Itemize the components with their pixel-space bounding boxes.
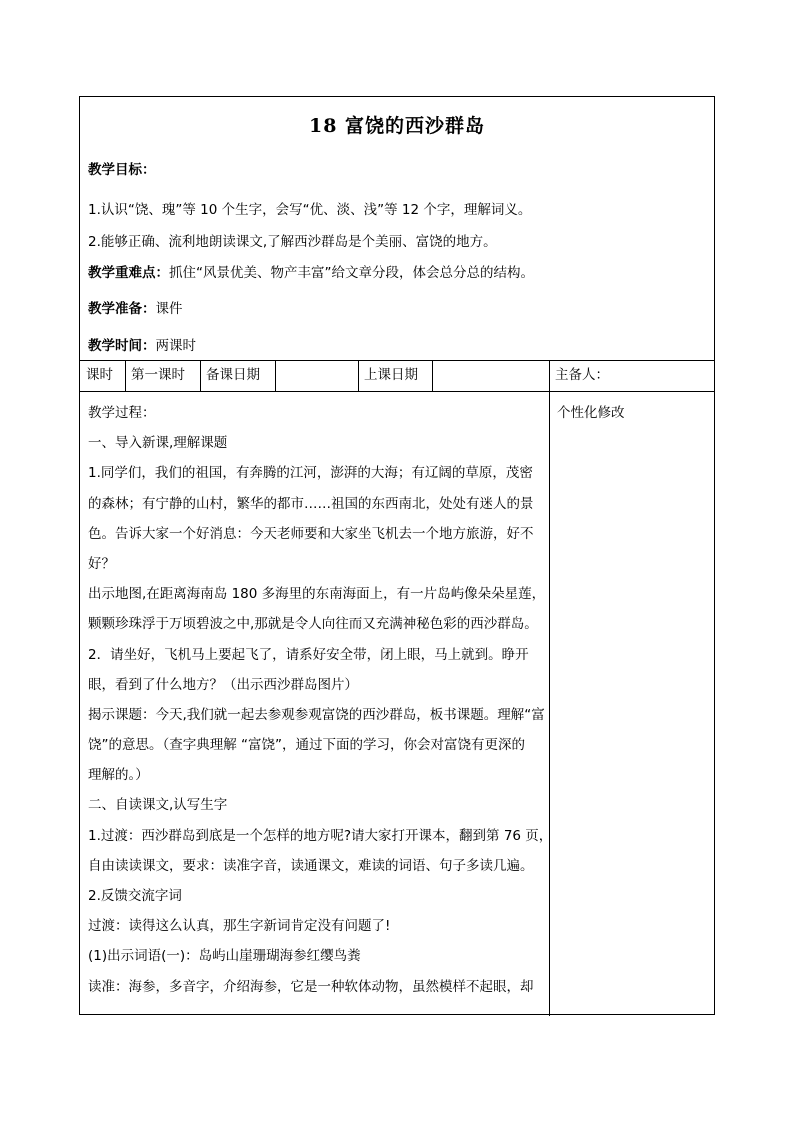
process-line: 好？	[88, 555, 115, 572]
teaching-time-label: 教学时间：	[88, 338, 156, 354]
lesson-plan-table	[79, 96, 715, 1015]
personal-revision-label: 个性化修改	[557, 405, 625, 421]
process-line: 2．请坐好，飞机马上要起飞了，请系好安全带，闭上眼，马上就到。睁开	[88, 646, 529, 663]
lesson-value: 第一课时	[131, 367, 185, 383]
class-date-value	[432, 360, 438, 391]
process-line: 的森林；有宁静的山村，繁华的都市……祖国的东西南北，处处有迷人的景	[88, 495, 534, 512]
page-title: 18 富饶的西沙群岛	[308, 115, 486, 137]
process-line: 色。告诉大家一个好消息：今天老师要和大家坐飞机去一个地方旅游，好不	[88, 525, 534, 542]
teaching-process	[88, 398, 553, 1002]
teaching-time-line	[88, 334, 196, 354]
info-row-divider	[80, 391, 714, 392]
process-line: 一、导入新课,理解课题	[88, 435, 228, 452]
process-line: 2.反馈交流字词	[88, 888, 182, 904]
goal-item-1: 1.认识“饶、瑰”等 10 个生字，会写“优、淡、浅”等 12 个字，理解词义。	[88, 202, 532, 218]
class-date-label: 上课日期	[364, 367, 418, 383]
process-line: 教学过程：	[88, 405, 156, 421]
preparation-text: 课件	[155, 301, 183, 317]
process-line: (1)出示词语(一)：岛屿山崖珊瑚海参红缨鸟粪	[88, 948, 361, 965]
key-points-label: 教学重难点：	[88, 265, 169, 281]
key-points-line	[88, 261, 534, 281]
process-line: 出示地图,在距离海南岛 180 多海里的东南海面上，有一片岛屿像朵朵星莲，	[88, 586, 546, 603]
process-line: 二、自读课文,认写生字	[88, 797, 228, 814]
key-points-text: 抓住“风景优美、物产丰富”给文章分段，体会总分总的结构。	[169, 265, 534, 281]
process-line: 读准：海参，多音字，介绍海参，它是一种软体动物，虽然模样不起眼，却	[88, 978, 534, 995]
process-line: 1.同学们，我们的祖国，有奔腾的江河，澎湃的大海；有辽阔的草原，茂密	[88, 465, 533, 482]
process-line: 1.过渡：西沙群岛到底是一个怎样的地方呢?请大家打开课本，翻到第 76 页，	[88, 827, 553, 844]
process-line: 饶”的意思。（查字典理解 “富饶”，通过下面的学习，你会对富饶有更深的	[88, 737, 526, 754]
preparation-label: 教学准备：	[88, 301, 156, 317]
goal-heading	[88, 158, 156, 178]
process-line: 揭示课题：今天,我们就一起去参观参观富饶的西沙群岛，板书课题。理解“富	[88, 706, 545, 723]
prep-date-value	[275, 360, 281, 391]
preparer-label: 主备人：	[555, 367, 609, 383]
preparation-line	[88, 297, 183, 317]
process-line: 自由读读课文，要求：读准字音，读通课文，难读的词语、句子多读几遍。	[88, 857, 534, 874]
goal-label: 教学目标：	[88, 162, 156, 178]
process-line: 理解的。）	[88, 767, 149, 784]
goal-item-2: 2.能够正确、流利地朗读课文,了解西沙群岛是个美丽、富饶的地方。	[88, 234, 497, 250]
process-line: 过渡：读得这么认真，那生字新词肯定没有问题了!	[88, 918, 391, 935]
prep-date-label: 备课日期	[206, 367, 260, 383]
process-line: 眼，看到了什么地方？（出示西沙群岛图片）	[88, 676, 358, 693]
side-column-divider	[549, 360, 550, 1016]
process-line: 颗颗珍珠浮于万顷碧波之中,那就是令人向往而又充满神秘色彩的西沙群岛。	[88, 616, 538, 633]
teaching-time-text: 两课时	[155, 338, 196, 354]
lesson-label: 课时	[86, 367, 113, 383]
